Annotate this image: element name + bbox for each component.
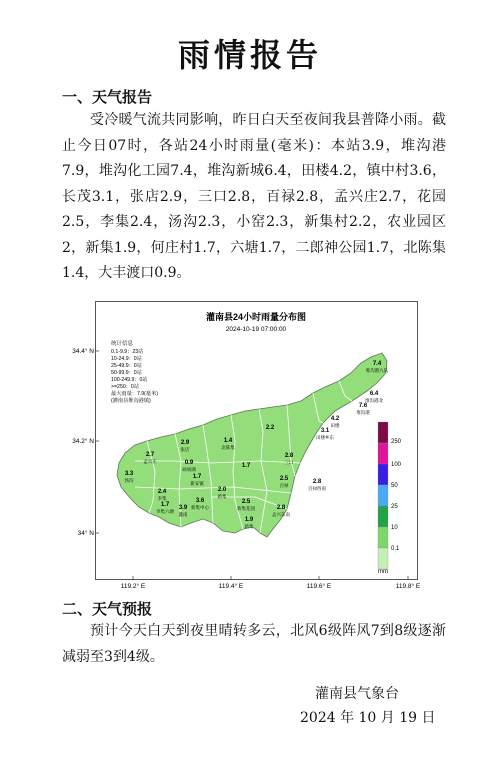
station-value: 4.2 <box>330 416 340 422</box>
stats-title: 统计信息 <box>111 341 134 347</box>
station-value: 2.4 <box>157 489 167 495</box>
legend-tick: 0.1 <box>391 546 400 552</box>
legend-tick: 50 <box>391 483 398 489</box>
legend-color-band <box>378 422 388 443</box>
station-name: 百禄西南 <box>308 486 326 491</box>
station-value: 2.5 <box>279 476 289 482</box>
station-name: 硕项湖 <box>182 467 196 472</box>
station-name: 田楼 <box>330 423 340 428</box>
stats-line: 0.1-9.9：23站 <box>111 349 144 355</box>
station-name: 李集六塘 <box>156 509 174 514</box>
stats-line: (灌南县堆沟港镇) <box>111 398 151 404</box>
station-name: 百禄 <box>279 483 289 488</box>
station-value: 0.9 <box>184 460 194 466</box>
station-value: 2.7 <box>145 452 155 458</box>
lat-label: 34.2° N <box>72 438 94 445</box>
report-title: 雨情报告 <box>177 36 322 74</box>
forecast-paragraph: 预计今天白天到夜里晴转多云，北风6级阵风7到8级逐渐减弱至3到4级。 <box>62 623 446 665</box>
legend-tick: 25 <box>391 504 398 510</box>
station-name: 汤沟 <box>124 478 134 483</box>
station-value: 7.4 <box>372 361 382 367</box>
station-name: 新集花园 <box>237 506 255 511</box>
stats-line: 25-49.9：0站 <box>111 363 142 369</box>
station-name: 张店 <box>180 447 190 452</box>
lon-label: 119.2° E <box>120 583 146 590</box>
station-value: 7.6 <box>358 403 368 409</box>
legend-tick: 250 <box>391 439 402 445</box>
station-name: 堆沟港 <box>356 410 370 415</box>
map-time: 2024-10-19 07:00:00 <box>225 326 287 333</box>
weather-report-paragraph: 受冷暖气流共同影响，昨日白天至夜间我县普降小雨。截止今日07时，各站24小时雨量(毫米)：本站3.9，堆沟港7.9，堆沟化工园7.4，堆沟新城6.4，田楼4.2，镇中村3.6，长茂3.1，张店2.9，三口2.8，百禄2.8，孟兴庄2.7，花园2.5，李集2.4，汤沟2.3，小窑2.3，新集村2.2，农业园区2，新集1.9，何庄村1.7，六塘1.7，二郎神公园1.7，北陈集1.4，大丰渡口0.9。 <box>62 112 446 281</box>
legend-tick: 10 <box>391 525 398 531</box>
station-value: 3.3 <box>124 471 134 477</box>
station-name: 田楼乡东 <box>316 435 334 440</box>
station-name: 新集 <box>217 494 227 499</box>
station-value: 2.5 <box>241 499 251 505</box>
station-value: 1.4 <box>223 438 233 444</box>
station-name: 李集 <box>157 496 167 501</box>
station-name: 孟兴庄 <box>143 459 157 464</box>
station-value: 6.4 <box>369 391 379 397</box>
station-name: 新集中心 <box>191 505 209 510</box>
station-name: 北陈集 <box>221 445 235 450</box>
legend-color-band <box>378 548 388 569</box>
lon-label: 119.8° E <box>395 583 421 590</box>
station-value: 1.9 <box>244 517 254 523</box>
legend-color-band <box>378 464 388 485</box>
station-value: 2.8 <box>284 453 294 459</box>
stats-line: 50-99.9：0站 <box>111 370 142 376</box>
lon-label: 119.4° E <box>218 583 244 590</box>
station-name: 新集 <box>244 524 254 529</box>
station-value: 1.7 <box>241 463 251 469</box>
station-name: 堆沟港九队 <box>365 368 389 373</box>
station-value: 3.1 <box>320 428 330 434</box>
station-value: 3.9 <box>178 505 188 511</box>
station-name: 堆沟港北 <box>365 398 383 403</box>
issuing-organization: 灌南县气象台 <box>315 686 399 702</box>
legend-color-band <box>378 485 388 506</box>
station-value: 2.8 <box>276 505 286 511</box>
station-value: 1.7 <box>192 474 202 480</box>
section-forecast-heading: 二、天气预报 <box>62 600 153 618</box>
lon-label: 119.6° E <box>306 583 332 590</box>
section-weather-report-heading: 一、天气报告 <box>62 88 153 106</box>
issue-date: 2024 年 10 月 19 日 <box>300 710 436 726</box>
stats-line: 10-24.9：0站 <box>111 356 142 362</box>
legend-color-band <box>378 506 388 527</box>
lat-label: 34° N <box>77 530 94 537</box>
station-name: 新安镇 <box>190 481 204 486</box>
legend-tick: 100 <box>391 462 402 468</box>
legend-unit: mm <box>378 569 388 575</box>
station-name: 灌南 <box>178 512 188 517</box>
station-value: 3.6 <box>195 498 205 504</box>
station-value: 2.2 <box>265 425 275 431</box>
rainfall-distribution-map <box>72 301 421 590</box>
station-value: 1.7 <box>160 502 170 508</box>
stats-line: 100-249.9：0站 <box>111 377 148 383</box>
legend-color-band <box>378 443 388 464</box>
map-title: 灌南县24小时雨量分布图 <box>205 312 307 322</box>
stats-line: >=250：0站 <box>111 384 139 390</box>
station-name: 孟兴东南 <box>272 512 290 517</box>
station-name: 三口 <box>284 460 294 465</box>
station-value: 2.9 <box>180 440 190 446</box>
stats-line: 最大雨量：7.9(毫米) <box>111 391 158 397</box>
station-value: 2.0 <box>217 487 227 493</box>
legend-color-band <box>378 527 388 548</box>
lat-label: 34.4° N <box>72 348 94 355</box>
station-value: 2.8 <box>312 479 322 485</box>
